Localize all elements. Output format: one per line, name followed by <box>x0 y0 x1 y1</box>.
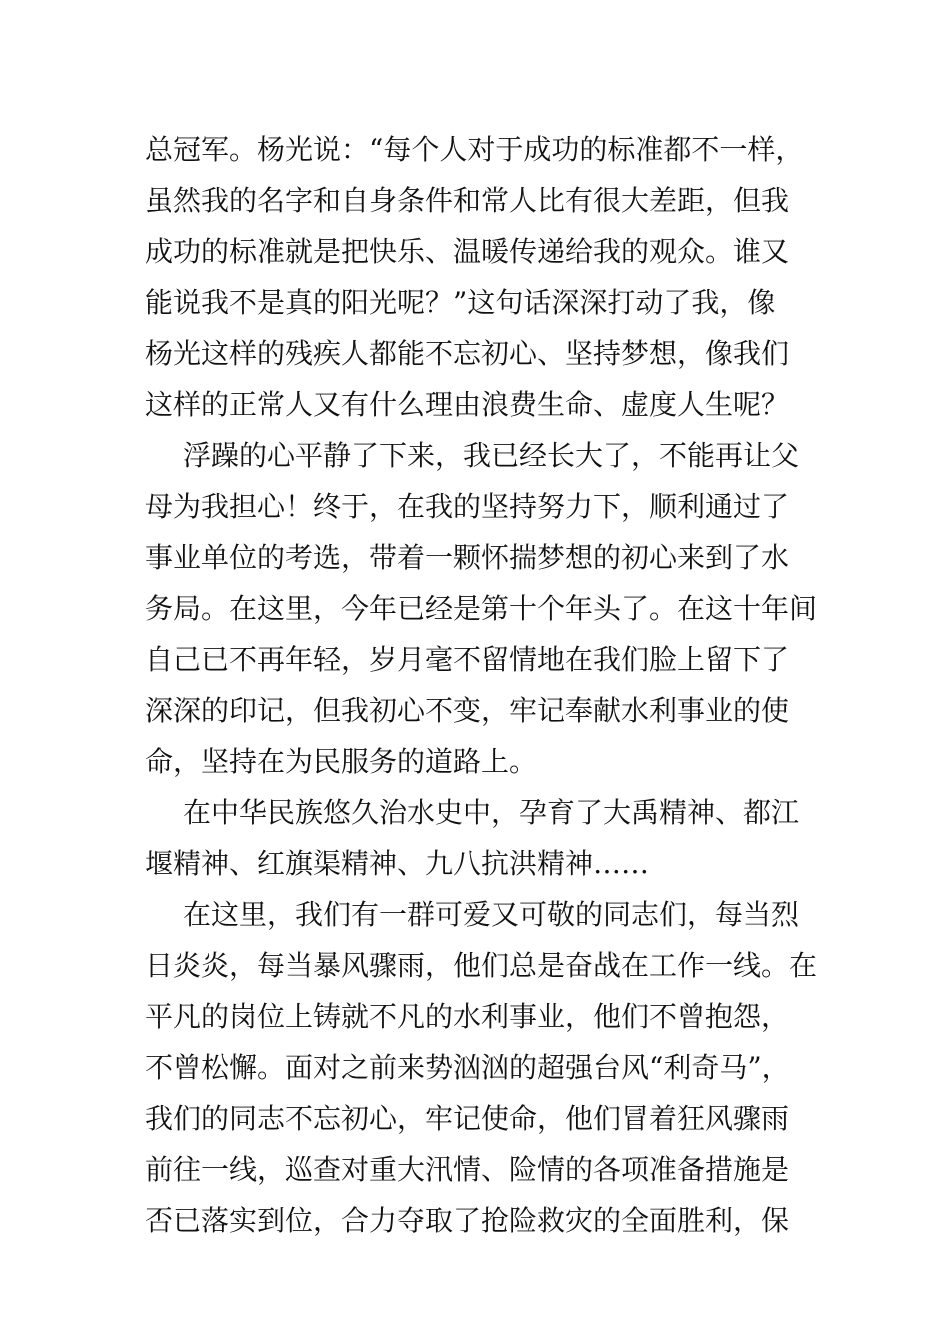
text-line: 虽然我的名字和自身条件和常人比有很大差距，但我 <box>145 184 790 217</box>
text-line: 自己已不再年轻，岁月毫不留情地在我们脸上留下了 <box>145 643 790 676</box>
text-line: 否已落实到位，合力夺取了抢险救灾的全面胜利，保 <box>145 1204 790 1237</box>
body-text <box>145 124 817 1246</box>
text-line: 平凡的岗位上铸就不凡的水利事业，他们不曾抱怨， <box>145 1000 790 1033</box>
text-line: 成功的标准就是把快乐、温暖传递给我的观众。谁又 <box>145 235 790 268</box>
paragraph-start-line: 在这里，我们有一群可爱又可敬的同志们，每当烈 <box>183 898 800 931</box>
text-line: 不曾松懈。面对之前来势汹汹的超强台风“利奇马”， <box>145 1051 790 1084</box>
text-line: 能说我不是真的阳光呢？”这句话深深打动了我，像 <box>145 286 776 319</box>
text-line: 这样的正常人又有什么理由浪费生命、虚度人生呢？ <box>145 388 790 421</box>
text-line: 日炎炎，每当暴风骤雨，他们总是奋战在工作一线。在 <box>145 949 818 982</box>
text-line: 事业单位的考选，带着一颗怀揣梦想的初心来到了水 <box>145 541 790 574</box>
text-line: 命，坚持在为民服务的道路上。 <box>145 745 538 778</box>
text-line: 总冠军。杨光说：“每个人对于成功的标准都不一样， <box>145 133 804 166</box>
paragraph-start-line: 在中华民族悠久治水史中，孕育了大禹精神、都江 <box>183 796 800 829</box>
text-line: 深深的印记，但我初心不变，牢记奉献水利事业的使 <box>145 694 790 727</box>
text-line: 堰精神、红旗渠精神、九八抗洪精神…… <box>145 847 650 880</box>
paragraph-start-line: 浮躁的心平静了下来，我已经长大了，不能再让父 <box>183 439 800 472</box>
text-line: 母为我担心！终于，在我的坚持努力下，顺利通过了 <box>145 490 790 523</box>
text-line: 务局。在这里，今年已经是第十个年头了。在这十年间 <box>145 592 818 625</box>
text-line: 杨光这样的残疾人都能不忘初心、坚持梦想，像我们 <box>145 337 790 370</box>
text-line: 前往一线，巡查对重大汛情、险情的各项准备措施是 <box>145 1153 790 1186</box>
text-line: 我们的同志不忘初心，牢记使命，他们冒着狂风骤雨 <box>145 1102 790 1135</box>
